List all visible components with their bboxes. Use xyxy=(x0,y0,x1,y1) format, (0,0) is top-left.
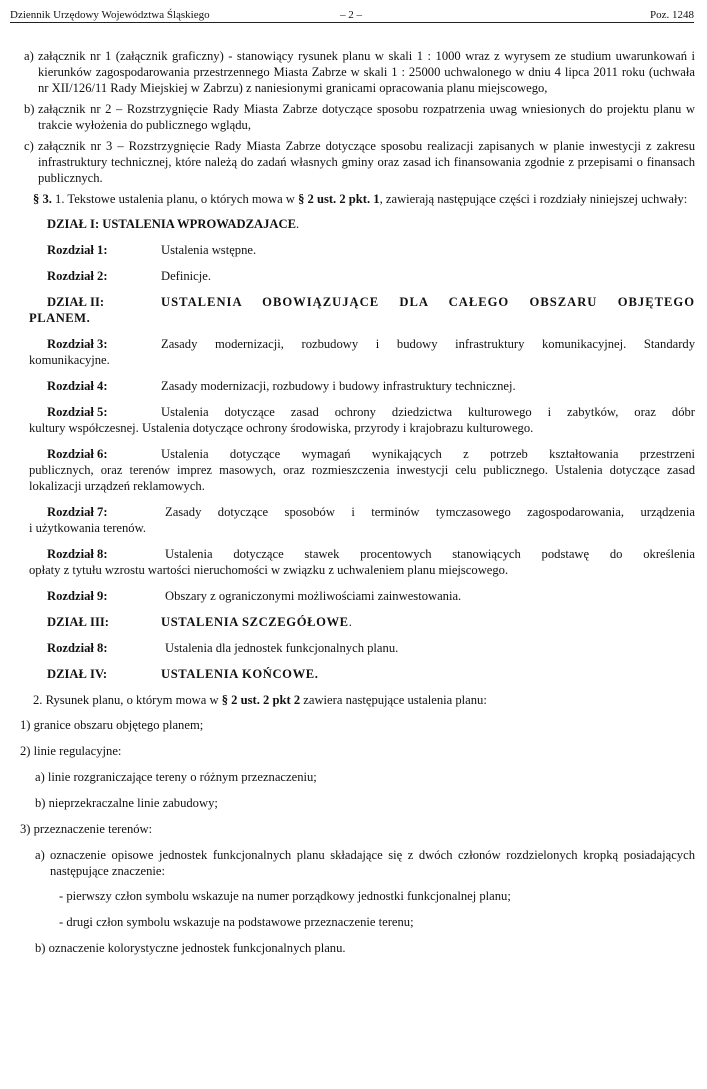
chapter-6: Rozdział 6: Ustalenia dotyczące wymagań wynikających z potrzeb kształtowania przestrzeni publicznych, oraz terenów imprez masowych, oraz rozmieszczenia inwestycji celu publicznego. Ustalenia dotyczące zasad lokalizacji urządzeń reklamowych. xyxy=(29,447,695,493)
drawing-item-3b: b) oznaczenie kolorystyczne jednostek funkcjonalnych planu. xyxy=(35,941,346,955)
chapter-1: Rozdział 1: Ustalenia wstępne. xyxy=(47,243,257,257)
chapter-3: Rozdział 3: Zasady modernizacji, rozbudowy i budowy infrastruktury komunikacyjnej. Standardy komunikacyjne. xyxy=(29,337,695,367)
chapter-8-units: Rozdział 8: Ustalenia dla jednostek funkcjonalnych planu. xyxy=(47,641,399,655)
chapter-8: Rozdział 8: Ustalenia dotyczące stawek procentowych stanowiących podstawę do określenia opłaty z tytułu wzrostu wartości nieruchomości w związku z uchwaleniem planu miejscowego. xyxy=(29,547,695,577)
symbol-part-1: - pierwszy człon symbolu wskazuje na numer porządkowy jednostki funkcjonalnej planu; xyxy=(59,889,511,903)
section-3-paragraph: § 3. 1. Tekstowe ustalenia planu, o których mowa w § 2 ust. 2 pkt. 1, zawierają następujące części i rozdziały niniejszej uchwały: xyxy=(33,192,688,206)
attachment-item-c xyxy=(12,138,695,186)
drawing-item-2b: b) nieprzekraczalne linie zabudowy; xyxy=(35,796,218,810)
symbol-part-2: - drugi człon symbolu wskazuje na podstawowe przeznaczenie terenu; xyxy=(59,915,414,929)
attachment-label: a) xyxy=(24,49,34,63)
division-1: DZIAŁ I: USTALENIA WPROWADZAJACE. xyxy=(47,217,300,231)
drawing-item-3: 3) przeznaczenie terenów: xyxy=(20,822,153,836)
attachment-item-b xyxy=(12,101,695,133)
chapter-9: Rozdział 9: Obszary z ograniczonymi możliwościami zainwestowania. xyxy=(47,589,462,603)
division-4: DZIAŁ IV: USTALENIA KOŃCOWE. xyxy=(47,667,319,681)
attachment-text: załącznik nr 1 (załącznik graficzny) - stanowiący rysunek planu w skali 1 : 1000 wraz z wyrysem ze studium uwarunkowań i kierunków zagospodarowania przestrzennego Miasta Zabrze w skali 1 : 25000 uchwalonego w dniu 4 lipca 2011 roku (uchwała nr XII/126/11 Rady Miejskiej w Zabrzu) z naniesionymi granicami opracowania planu miejscowego, xyxy=(38,49,695,95)
division-3: DZIAŁ III: USTALENIA SZCZEGÓŁOWE . xyxy=(47,615,352,629)
position-number: Poz. 1248 xyxy=(650,9,694,21)
page-number: – 2 – xyxy=(340,9,362,21)
section-reference: § 2 ust. 2 pkt 2 xyxy=(221,693,301,707)
paragraph-2: 2. Rysunek planu, o którym mowa w § 2 ust. 2 pkt 2 zawiera następujące ustalenia planu: xyxy=(33,693,487,707)
section-number: § 3. xyxy=(33,192,52,206)
chapter-7: Rozdział 7: Zasady dotyczące sposobów i terminów tymczasowego zagospodarowania, urządzenia i użytkowania terenów. xyxy=(29,505,695,535)
section-reference: § 2 ust. 2 pkt. 1 xyxy=(298,192,380,206)
drawing-item-2: 2) linie regulacyjne: xyxy=(20,744,122,758)
chapter-2: Rozdział 2: Definicje. xyxy=(47,269,211,283)
document-body xyxy=(12,48,695,956)
chapter-5: Rozdział 5: Ustalenia dotyczące zasad ochrony dziedzictwa kulturowego i zabytków, oraz dóbr kultury współczesnej. Ustalenia dotyczące ochrony środowiska, przyrody i krajobrazu kulturowego. xyxy=(29,405,695,435)
journal-title: Dziennik Urzędowy Województwa Śląskiego xyxy=(10,9,210,21)
division-2: DZIAŁ II: USTALENIA OBOWIĄZUJĄCE DLA CAŁEGO OBSZARU OBJĘTEGO PLANEM. xyxy=(29,295,695,325)
chapter-4: Rozdział 4: Zasady modernizacji, rozbudowy i budowy infrastruktury technicznej. xyxy=(47,379,516,393)
drawing-item-2a: a) linie rozgraniczające tereny o różnym przeznaczeniu; xyxy=(35,770,317,784)
attachment-item-a xyxy=(12,48,695,96)
attachment-label: c) xyxy=(24,139,34,153)
attachment-text: załącznik nr 3 – Rozstrzygnięcie Rady Miasta Zabrze dotyczące sposobu realizacji zapisanych w planie inwestycji z zakresu infrastruktury technicznej, które należą do zadań własnych gminy oraz zasad ich finansowania zgodnie z przepisami o finansach publicznych. xyxy=(38,139,695,185)
drawing-item-1: 1) granice obszaru objętego planem; xyxy=(20,718,204,732)
attachment-text: załącznik nr 2 – Rozstrzygnięcie Rady Miasta Zabrze dotyczące sposobu rozpatrzenia uwag wniesionych do projektu planu w trakcie wyłożenia do publicznego wglądu, xyxy=(38,102,695,132)
attachment-label: b) xyxy=(24,102,35,116)
drawing-item-3a: a) oznaczenie opisowe jednostek funkcjonalnych planu składające się z dwóch członów rozdzielonych kropką posiadających następujące znaczenie: xyxy=(35,848,695,878)
page-header xyxy=(10,6,694,23)
